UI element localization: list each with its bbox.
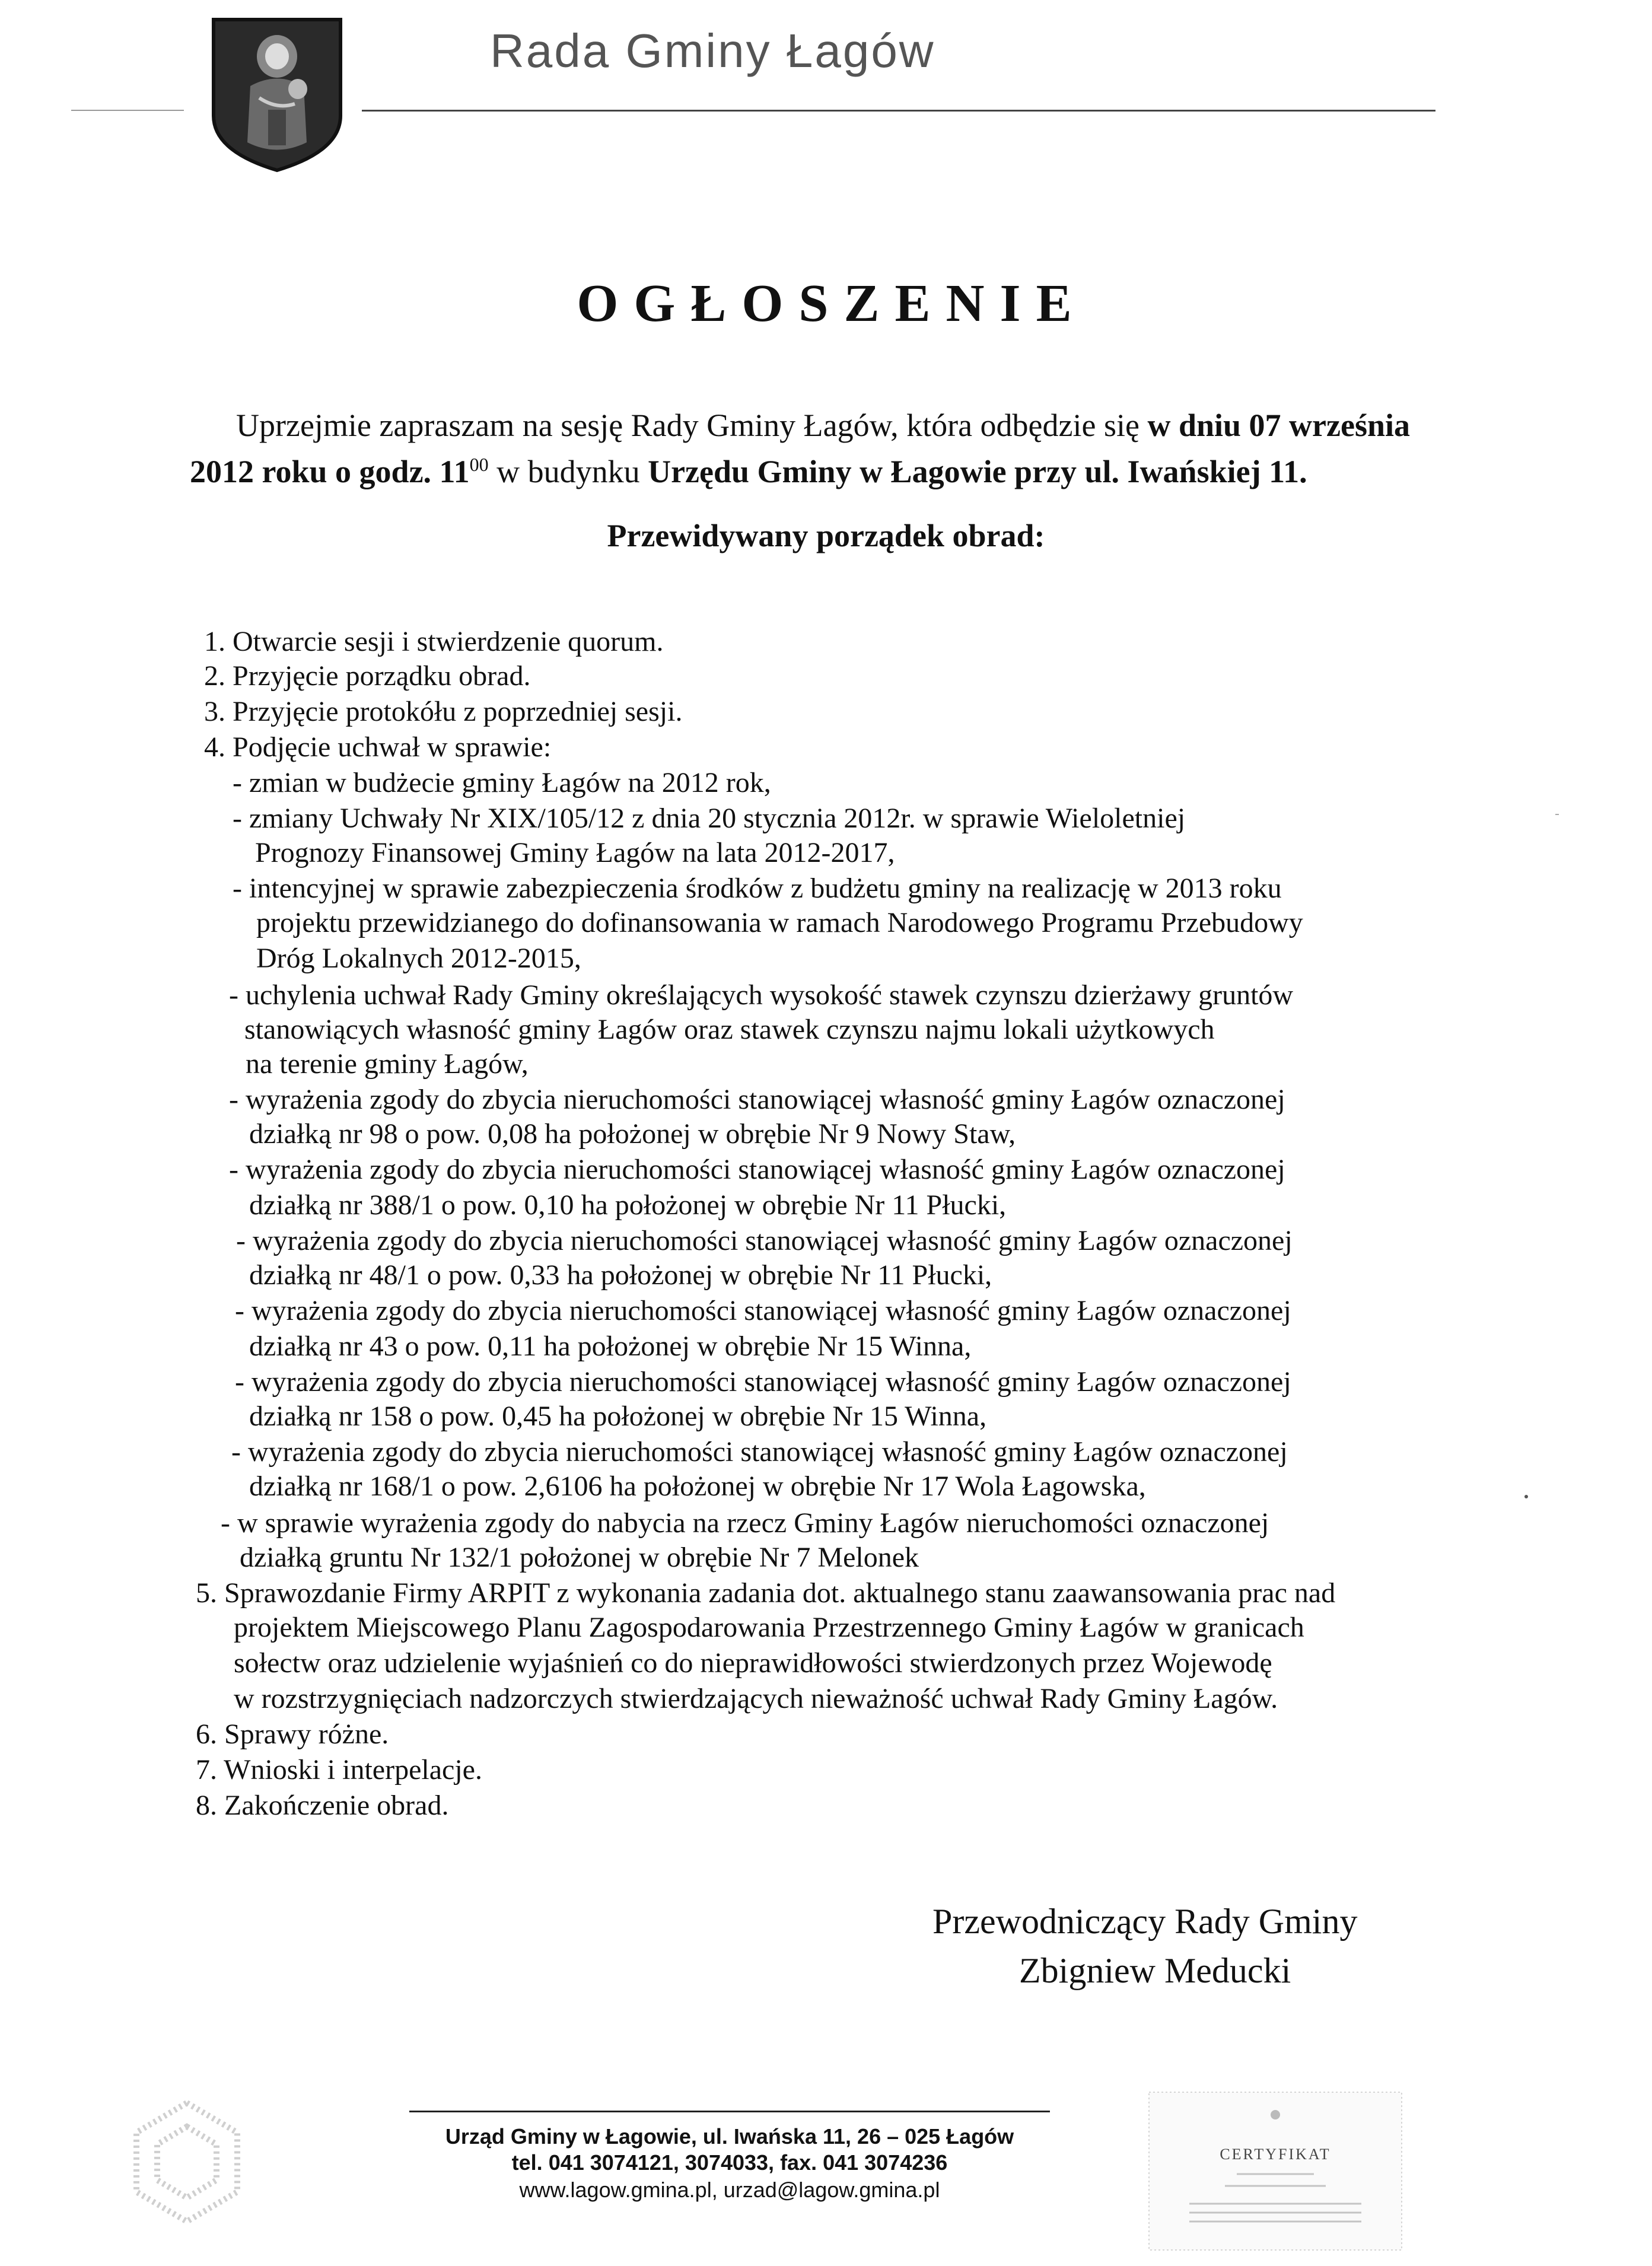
agenda-line: 8. Zakończenie obrad. — [196, 1790, 449, 1821]
agenda-line: - zmian w budżecie gminy Łagów na 2012 rok, — [233, 767, 771, 798]
agenda-line: 7. Wnioski i interpelacje. — [196, 1754, 482, 1786]
intro-venue: Urzędu Gminy w Łagowie przy ul. Iwańskiej 11. — [648, 454, 1307, 489]
agenda-line: - uchylenia uchwał Rady Gminy określających wysokość stawek czynszu dzierżawy gruntów — [229, 979, 1294, 1011]
agenda-line: - w sprawie wyrażenia zgody do nabycia na rzecz Gminy Łagów nieruchomości oznaczonej — [221, 1507, 1269, 1539]
coat-of-arms-icon — [209, 15, 345, 174]
header-rule-right — [362, 110, 1435, 112]
intro-date: w dniu 07 września — [1147, 408, 1410, 443]
council-name: Rada Gminy Łagów — [490, 24, 935, 77]
intro-time-minutes: 00 — [469, 454, 489, 475]
agenda-line: 5. Sprawozdanie Firmy ARPIT z wykonania zadania dot. aktualnego stanu zaawansowania prac nad — [196, 1577, 1336, 1609]
scan-speck — [1555, 814, 1559, 815]
faded-emblem-icon — [119, 2094, 255, 2230]
agenda-line: - wyrażenia zgody do zbycia nieruchomości stanowiącej własność gminy Łagów oznaczonej — [229, 1084, 1285, 1115]
agenda-line: 1. Otwarcie sesji i stwierdzenie quorum. — [204, 626, 664, 657]
agenda-line: stanowiących własność gminy Łagów oraz stawek czynszu najmu lokali użytkowych — [244, 1014, 1215, 1045]
agenda-line: 3. Przyjęcie protokółu z poprzedniej sesji. — [204, 696, 683, 727]
intro-line-2 — [190, 444, 1307, 492]
intro-text: Uprzejmie zapraszam na sesję Rady Gminy Łagów, która odbędzie się — [236, 408, 1148, 443]
agenda-line: projektem Miejscowego Planu Zagospodarowania Przestrzennego Gminy Łagów w granicach — [234, 1612, 1304, 1643]
agenda-line: Dróg Lokalnych 2012-2015, — [256, 943, 581, 974]
agenda-line: - zmiany Uchwały Nr XIX/105/12 z dnia 20 stycznia 2012r. w sprawie Wieloletniej — [233, 803, 1186, 834]
agenda-line: - wyrażenia zgody do zbycia nieruchomości stanowiącej własność gminy Łagów oznaczonej — [236, 1225, 1293, 1256]
agenda-line: na terenie gminy Łagów, — [246, 1048, 529, 1080]
agenda-line: sołectw oraz udzielenie wyjaśnień co do nieprawidłowości stwierdzonych przez Wojewodę — [234, 1647, 1272, 1679]
footer-rule — [409, 2111, 1050, 2112]
certificate-label: CERTYFIKAT — [1220, 2146, 1331, 2163]
agenda-line: działką nr 388/1 o pow. 0,10 ha położonej w obrębie Nr 11 Płucki, — [249, 1189, 1007, 1221]
agenda-line: działką nr 158 o pow. 0,45 ha położonej w obrębie Nr 15 Winna, — [249, 1401, 987, 1432]
agenda-line: projektu przewidzianego do dofinansowania w ramach Narodowego Programu Przebudowy — [256, 907, 1303, 938]
scan-speck — [1524, 1495, 1528, 1498]
certificate-frame-icon — [1148, 2091, 1403, 2251]
agenda-line: - wyrażenia zgody do zbycia nieruchomości stanowiącej własność gminy Łagów oznaczonej — [235, 1366, 1291, 1398]
intro-text: w budynku — [488, 454, 648, 489]
agenda-heading: Przewidywany porządek obrad: — [607, 518, 1045, 553]
agenda-line: w rozstrzygnięciach nadzorczych stwierdzających nieważność uchwał Rady Gminy Łagów. — [234, 1683, 1278, 1714]
footer-address: Urząd Gminy w Łagowie, ul. Iwańska 11, 26 – 025 Łagów — [445, 2124, 1014, 2149]
footer-phones: tel. 041 3074121, 3074033, fax. 041 3074236 — [511, 2150, 948, 2175]
agenda-line: działką nr 98 o pow. 0,08 ha położonej w obrębie Nr 9 Nowy Staw, — [249, 1118, 1016, 1150]
intro-time: 2012 roku o godz. 11 — [190, 454, 470, 489]
agenda-line: - wyrażenia zgody do zbycia nieruchomości stanowiącej własność gminy Łagów oznaczonej — [229, 1154, 1285, 1185]
agenda-line: działką nr 48/1 o pow. 0,33 ha położonej w obrębie Nr 11 Płucki, — [249, 1259, 992, 1291]
agenda-line: Prognozy Finansowej Gminy Łagów na lata 2012-2017, — [255, 837, 895, 868]
certificate-badge — [1148, 2091, 1403, 2251]
header-rule-left — [71, 110, 184, 111]
page-title: OGŁOSZENIE — [577, 274, 1087, 333]
signatory-role: Przewodniczący Rady Gminy — [932, 1902, 1358, 1941]
agenda-line: - intencyjnej w sprawie zabezpieczenia środków z budżetu gminy na realizację w 2013 roku — [233, 873, 1282, 904]
agenda-line: 4. Podjęcie uchwał w sprawie: — [204, 731, 552, 763]
signatory-name: Zbigniew Meducki — [1019, 1951, 1291, 1990]
intro-line-1 — [236, 405, 1410, 446]
agenda-line: działką nr 43 o pow. 0,11 ha położonej w obrębie Nr 15 Winna, — [249, 1331, 972, 1362]
agenda-line: - wyrażenia zgody do zbycia nieruchomości stanowiącej własność gminy Łagów oznaczonej — [235, 1295, 1291, 1326]
agenda-line: działką nr 168/1 o pow. 2,6106 ha położonej w obrębie Nr 17 Wola Łagowska, — [249, 1471, 1146, 1502]
agenda-line: - wyrażenia zgody do zbycia nieruchomości stanowiącej własność gminy Łagów oznaczonej — [231, 1436, 1288, 1468]
agenda-line: 2. Przyjęcie porządku obrad. — [204, 660, 531, 692]
agenda-line: 6. Sprawy różne. — [196, 1718, 389, 1750]
footer-web-email: www.lagow.gmina.pl, urzad@lagow.gmina.pl — [519, 2178, 940, 2202]
agenda-line: działką gruntu Nr 132/1 położonej w obrębie Nr 7 Melonek — [240, 1542, 919, 1573]
